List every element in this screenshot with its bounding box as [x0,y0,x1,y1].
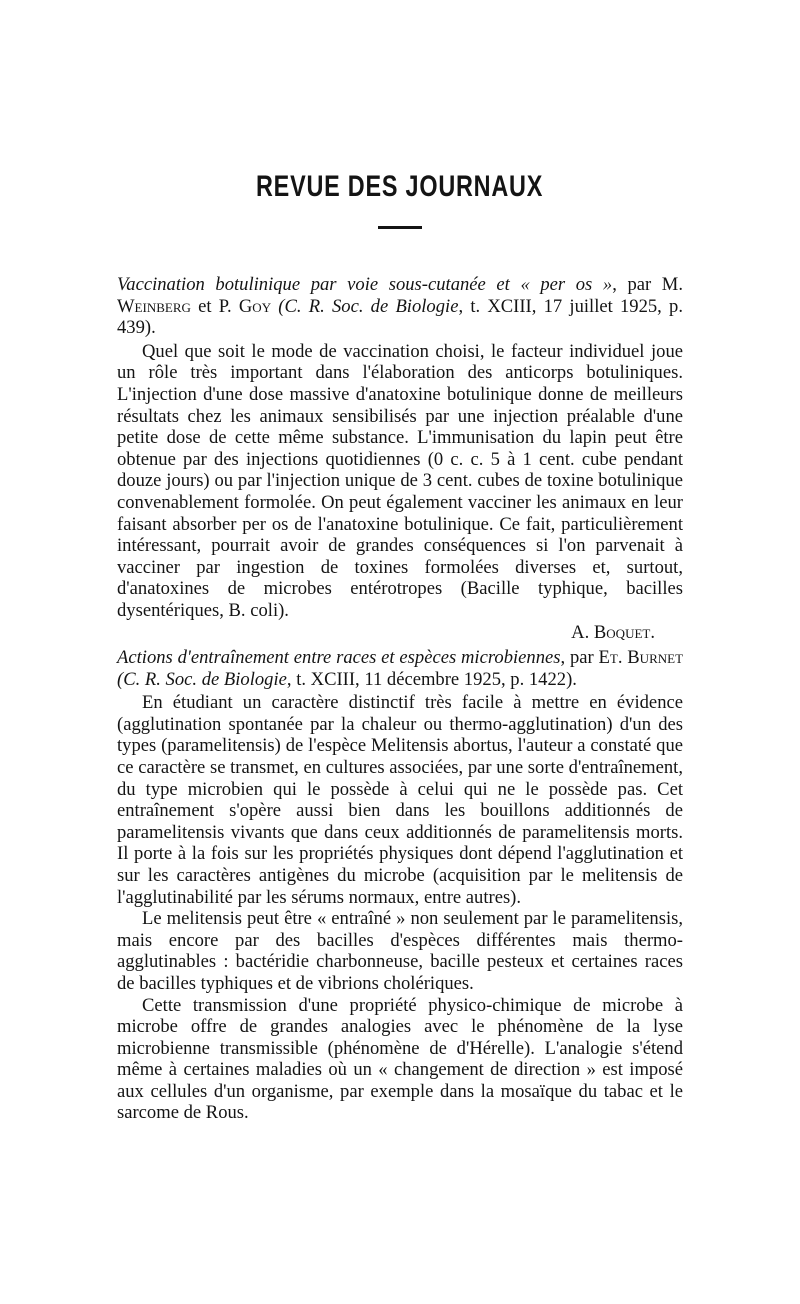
article-title: Vaccination botulinique par voie sous-cutanée et « per os » [117,274,613,295]
article-title: Actions d'entraînement entre races et espèces microbiennes [117,647,561,668]
ref-by: , par M. [612,274,683,295]
signature-line [117,622,683,644]
ref-and: et P. [190,295,239,317]
ref-by: , par [560,647,599,668]
source-details: , t. XCIII, 17 juillet 1925, p. 439). [117,295,683,339]
source-details: , t. XCIII, 11 décembre 1925, p. 1422). [286,668,577,690]
author-name: Weinberg [117,295,191,317]
article-vaccination [117,274,683,643]
author-name: Goy [238,295,272,317]
article-reference [117,274,683,339]
source-journal: (C. R. Soc. de Biologie [117,668,287,690]
author-name: Et. Burnet [598,647,684,668]
title-rule [378,226,422,229]
body-paragraph: Le melitensis peut être « entraîné » non seulement par le paramelitensis, mais encore par des bacilles d'espèces différentes mais thermo-agglutinables : bactéridie charbonneuse, bacille pesteux et certaines races de bacilles typhiques et de vibrions cholériques. [117,908,683,994]
source-journal: (C. R. Soc. de Biologie [271,295,459,317]
body-paragraph: En étudiant un caractère distinctif très facile à mettre en évidence (agglutination spontanée par la chaleur ou thermo-agglutination) d'un des types (paramelitensis) de l'espèce Melitensis abortus, l'auteur a constaté que ce caractère se transmet, en cultures associées, par une sorte d'entraînement, du type microbien qui le possède à celui qui ne le possède pas. Cet entraînement s'opère aussi bien dans les bouillons additionnés de paramelitensis vivants que dans ceux additionnés de paramelitensis morts. Il porte à la fois sur les propriétés physiques dont dépend l'agglutination et sur les caractères antigènes du microbe (acquisition par le melitensis de l'agglutinabilité par les sérums normaux, entre autres). [117,692,683,908]
signature: A. Boquet. [571,621,655,643]
article-reference [117,647,683,690]
body-paragraph: Cette transmission d'une propriété physico-chimique de microbe à microbe offre de grandes analogies avec le phénomène de la lyse microbienne transmissible (phénomène de d'Hérelle). L'analogie s'étend même à certaines maladies où un « changement de direction » est imposé aux cellules d'un organisme, par exemple dans la mosaïque du tabac et le sarcome de Rous. [117,994,683,1124]
body-paragraph: Quel que soit le mode de vaccination choisi, le facteur individuel joue un rôle très important dans l'élaboration des anticorps botuliniques. L'injection d'une dose massive d'anatoxine botulinique donne de meilleurs résultats chez les animaux sensibilisés par une injection préalable d'une petite dose de cette même substance. L'immunisation du lapin peut être obtenue par des injections quotidiennes (0 c. c. 5 à 1 cent. cube pendant douze jours) ou par l'injection unique de 3 cent. cubes de toxine botulinique convenablement formolée. On peut également vacciner les animaux en leur faisant absorber per os de l'anatoxine botulinique. Ce fait, particulièrement intéressant, pourrait avoir de grandes conséquences si l'on parvenait à vacciner par ingestion de toxines formolées diverses et, surtout, d'anatoxines de microbes entérotropes (Bacille typhique, bacilles dysentériques, B. coli). [117,340,683,621]
page-title: REVUE DES JOURNAUX [256,170,544,203]
article-entrainement [117,647,683,1124]
